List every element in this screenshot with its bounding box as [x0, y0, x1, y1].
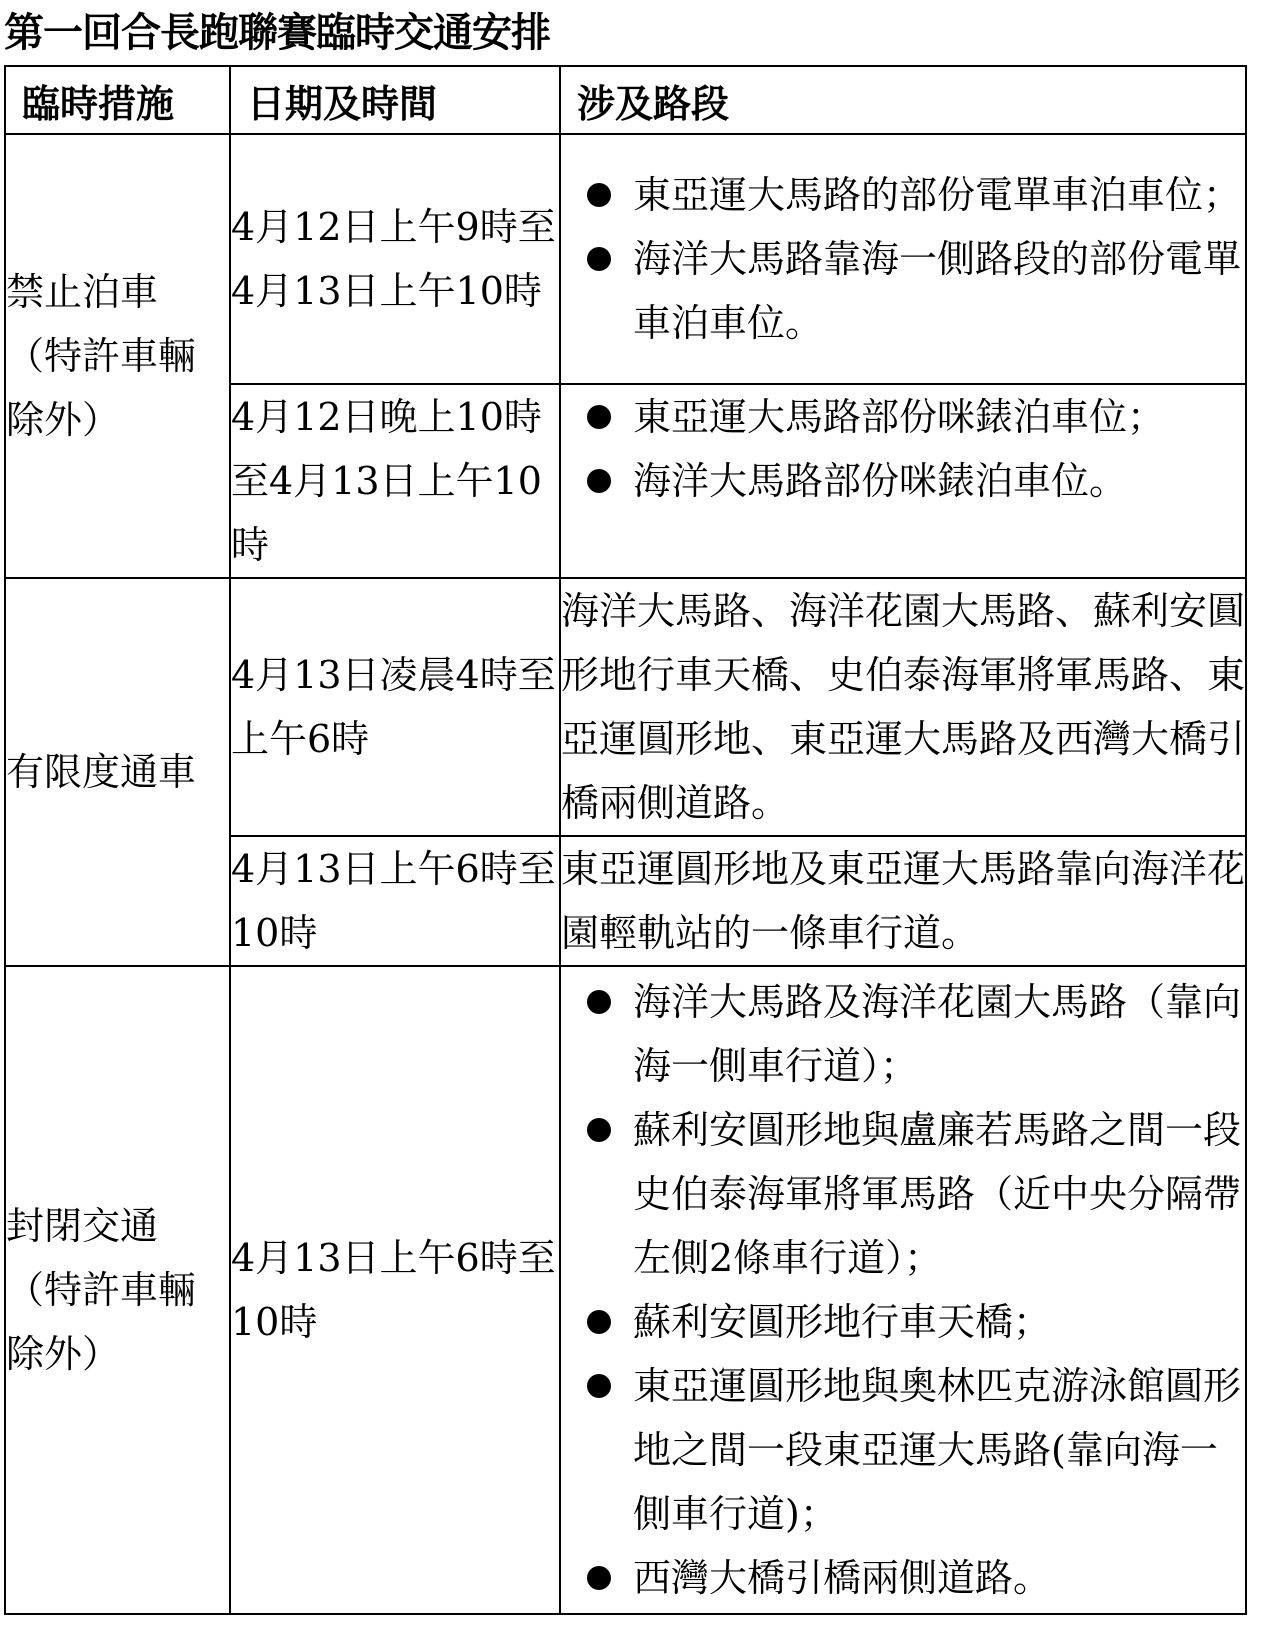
- table-header-row: [5, 66, 1246, 134]
- roads-cell: [560, 966, 1246, 1614]
- list-item: 東亞運大馬路的部份電單車泊車位；: [561, 163, 1245, 227]
- bullet-icon: [587, 405, 611, 429]
- bullet-icon: [587, 1118, 611, 1142]
- table-row: [5, 966, 1246, 1614]
- traffic-arrangement-table: [4, 65, 1247, 1615]
- list-item: 海洋大馬路靠海一側路段的部份電單車泊車位。: [561, 227, 1245, 355]
- roads-cell: [560, 384, 1246, 578]
- roads-cell: 海洋大馬路、海洋花園大馬路、蘇利安圓形地行車天橋、史伯泰海軍將軍馬路、東亞運圓形地、東亞運大馬路及西灣大橋引橋兩側道路。: [560, 578, 1246, 836]
- roads-cell: [560, 134, 1246, 384]
- datetime-cell: 4月13日凌晨4時至上午6時: [230, 578, 560, 836]
- list-item: 蘇利安圓形地與盧廉若馬路之間一段史伯泰海軍將軍馬路（近中央分隔帶左側2條車行道）；: [561, 1098, 1245, 1290]
- header-measure: 臨時措施: [5, 66, 230, 134]
- list-item: 東亞運圓形地與奧林匹克游泳館圓形地之間一段東亞運大馬路(靠向海一側車行道)；: [561, 1354, 1245, 1546]
- datetime-cell: 4月12日上午9時至4月13日上午10時: [230, 134, 560, 384]
- list-item: 海洋大馬路部份咪錶泊車位。: [561, 449, 1245, 513]
- bullet-icon: [587, 1310, 611, 1334]
- measure-cell: 封閉交通（特許車輛除外）: [5, 966, 230, 1614]
- list-item: 蘇利安圓形地行車天橋；: [561, 1290, 1245, 1354]
- bullet-icon: [587, 990, 611, 1014]
- page-title: 第一回合長跑聯賽臨時交通安排: [4, 10, 550, 56]
- table-row: [5, 578, 1246, 836]
- datetime-cell: 4月12日晚上10時至4月13日上午10時: [230, 384, 560, 578]
- measure-cell: 禁止泊車（特許車輛除外）: [5, 134, 230, 578]
- measure-cell: 有限度通車: [5, 578, 230, 966]
- roads-cell: 東亞運圓形地及東亞運大馬路靠向海洋花園輕軌站的一條車行道。: [560, 836, 1246, 966]
- header-roads: 涉及路段: [560, 66, 1246, 134]
- bullet-icon: [587, 469, 611, 493]
- bullet-icon: [587, 1566, 611, 1590]
- datetime-cell: 4月13日上午6時至10時: [230, 966, 560, 1614]
- datetime-cell: 4月13日上午6時至10時: [230, 836, 560, 966]
- list-item: 西灣大橋引橋兩側道路。: [561, 1546, 1245, 1610]
- table-row: [5, 134, 1246, 384]
- bullet-icon: [587, 247, 611, 271]
- bullet-icon: [587, 183, 611, 207]
- list-item: 海洋大馬路及海洋花園大馬路（靠向海一側車行道）；: [561, 970, 1245, 1098]
- bullet-icon: [587, 1374, 611, 1398]
- list-item: 東亞運大馬路部份咪錶泊車位；: [561, 385, 1245, 449]
- header-datetime: 日期及時間: [230, 66, 560, 134]
